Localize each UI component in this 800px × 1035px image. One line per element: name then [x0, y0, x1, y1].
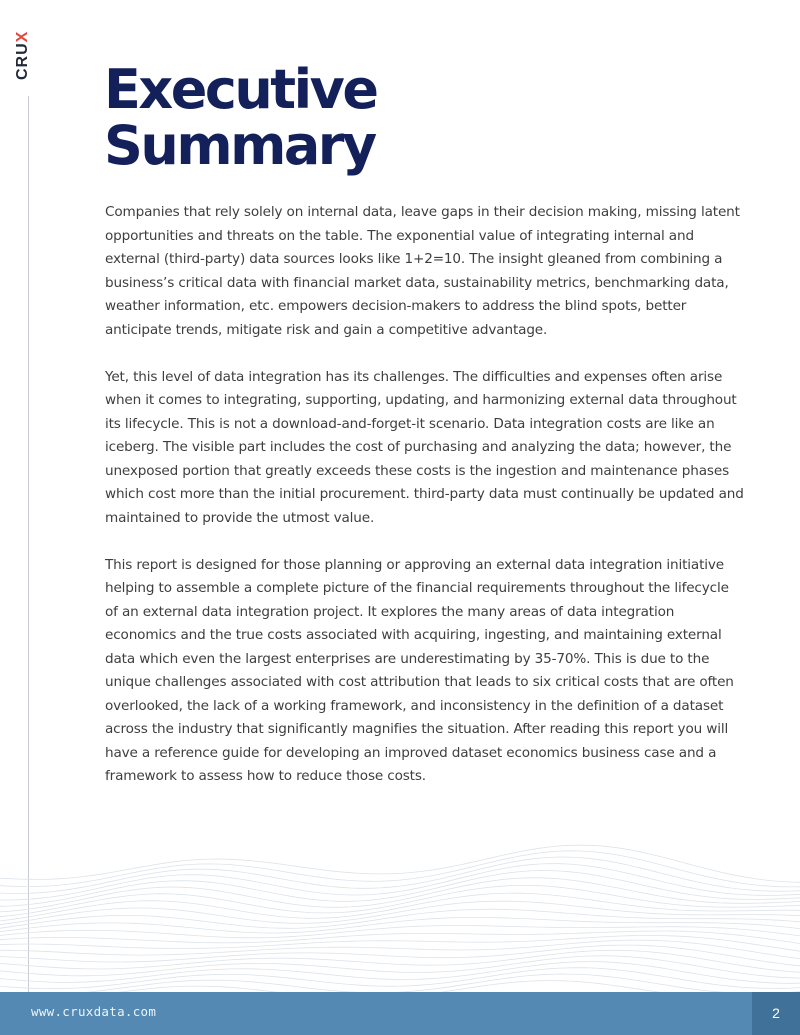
crux-logo: [14, 31, 32, 80]
footer-url-link[interactable]: www.cruxdata.com: [31, 1004, 157, 1019]
wave-line: [0, 974, 800, 992]
wave-line: [0, 871, 800, 907]
wave-line: [0, 950, 800, 972]
footer-bar: [0, 992, 800, 1035]
wave-line: [0, 845, 800, 882]
title-line-2: Summary: [104, 114, 375, 177]
wave-line: [0, 893, 800, 921]
page-number: 2: [772, 1005, 780, 1021]
title-line-1: Executive: [104, 58, 377, 121]
wave-line: [0, 956, 800, 978]
paragraph-3: This report is designed for those planning or approving an external data integration initiative helping to assemble a complete picture of the financial requirements throughout the lifecycle of an external data integration project. It explores the many areas of data integration economics and the true costs associated with acquiring, ingesting, and maintaining external data which even the largest enterprises are underestimating by 35-70%. This is due to the unique challenges associated with cost attribution that leads to six critical costs that are often overlooked, the lack of a working framework, and inconsistency in the definition of a dataset across the industry that significantly magnifies the situation. After reading this report you will have a reference guide for developing an improved dataset economics business case and a framework to assess how to reduce those costs.: [105, 556, 734, 784]
logo-prefix: CRU: [14, 42, 31, 80]
paragraph-2: Yet, this level of data integration has its challenges. The difficulties and expenses often arise when it comes to integrating, supporting, updating, and harmonizing external data throughout its lifecycle. This is not a download-and-forget-it scenario. Data integration costs are like an iceberg. The visible part includes the cost of purchasing and analyzing the data; however, the unexposed portion that greatly exceeds these costs is the ingestion and maintenance phases which cost more than the initial procurement. third-party data must continually be updated and maintained to provide the utmost value.: [105, 368, 744, 526]
page-title: [104, 58, 504, 177]
logo-accent: X: [14, 30, 31, 43]
wave-line: [0, 940, 800, 959]
wave-line: [0, 851, 800, 887]
page-number-box: [752, 992, 800, 1035]
paragraph-1: Companies that rely solely on internal data, leave gaps in their decision making, missing latent opportunities and threats on the table. The exponential value of integrating internal and external (third-party) data sources looks like 1+2=10. The insight gleaned from combining a business’s critical data with financial market data, sustainability metrics, benchmarking data, weather information, etc. empowers decision-makers to address the blind spots, better anticipate trends, mitigate risk and gain a competitive advantage.: [105, 204, 740, 338]
wave-line: [0, 864, 800, 900]
wave-line: [0, 878, 800, 912]
body-text: [105, 201, 745, 812]
wave-background-graphic: [0, 840, 800, 992]
